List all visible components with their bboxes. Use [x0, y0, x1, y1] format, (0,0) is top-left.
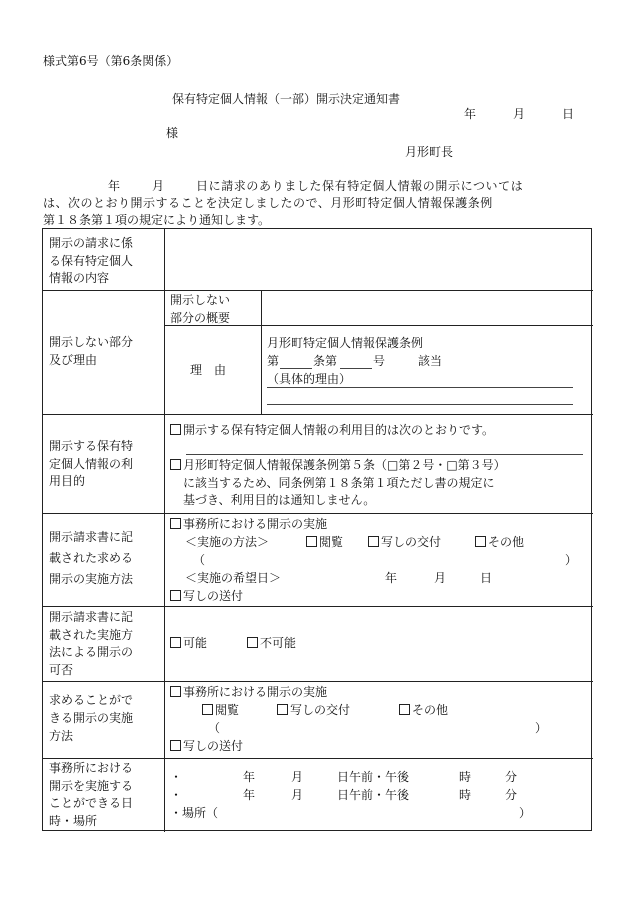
method-other[interactable]: その他 [475, 534, 524, 552]
intro-line2: は、次のとおり開示することを決定しましたので、月形町特定個人情報保護条例 [43, 196, 493, 210]
reason-label: 理 由 [190, 363, 227, 377]
disclosure-table [42, 228, 592, 831]
intro-month: 月 [152, 179, 165, 193]
possible-paren-close: ） [535, 721, 548, 735]
feasible-option[interactable]: 可能 [170, 635, 207, 653]
possible-view[interactable]: 閲覧 [202, 702, 239, 720]
preferred-day: 日 [480, 571, 493, 585]
checkbox[interactable] [368, 536, 379, 547]
form-number: 様式第6号（第6条関係） [43, 54, 179, 68]
datetime1-minute: 分 [505, 770, 518, 784]
possible-other[interactable]: その他 [399, 702, 448, 720]
row-request-content-label: 開示の請求に係 る保有特定個人 情報の内容 [49, 236, 134, 285]
row-possible-method-label: 求めることがで きる開示の実施 方法 [49, 693, 134, 743]
datetime1-year: 年 [243, 770, 256, 784]
requested-mail-option[interactable]: 写しの送付 [170, 588, 243, 606]
purpose-option-not-notify[interactable]: 月形町特定個人情報保護条例第５条（□第２号・□第３号） に該当するため、同条例第１８条第１項ただし書の規定に 基づき、利用目的は通知しません。 [170, 457, 506, 510]
row-nondisclosure-label: 開示しない部分 及び理由 [49, 335, 134, 367]
reason-specific: （具体的理由） [267, 372, 352, 386]
checkbox[interactable] [306, 536, 317, 547]
document-title: 保有特定個人情報（一部）開示決定通知書 [172, 92, 401, 106]
infeasible-option[interactable]: 不可能 [247, 635, 296, 653]
checkbox[interactable] [247, 637, 258, 648]
checkbox[interactable] [170, 459, 181, 470]
date-month: 月 [513, 107, 526, 121]
row-datetime-place-label: 事務所における 開示を実施する ことができる日 時・場所 [49, 761, 134, 828]
intro-year: 年 [108, 179, 121, 193]
checkbox[interactable] [475, 536, 486, 547]
datetime2-year: 年 [243, 788, 256, 802]
row-requested-method-label: 開示請求書に記 載された求める 開示の実施方法 [49, 530, 134, 586]
place-label: ・場所（ [170, 806, 219, 820]
datetime2-month: 月 [291, 788, 304, 802]
intro-line1: 日に請求のありました保有特定個人情報の開示については [196, 179, 524, 193]
intro-line3: 第１８条第１項の規定により通知します。 [43, 213, 271, 227]
reason-line2-article: 条第 [313, 354, 338, 368]
date-year: 年 [464, 107, 477, 121]
checkbox[interactable] [202, 704, 213, 715]
datetime1-hour: 時 [459, 770, 472, 784]
addressee-suffix: 様 [166, 126, 179, 140]
reason-line2-applicable: 該当 [418, 354, 443, 368]
datetime2-minute: 分 [505, 788, 518, 802]
checkbox[interactable] [170, 686, 181, 697]
checkbox[interactable] [170, 637, 181, 648]
method-paren-close: ） [565, 553, 578, 567]
date-day: 日 [562, 107, 575, 121]
possible-paren-open: （ [208, 721, 221, 735]
method-view[interactable]: 閲覧 [306, 534, 343, 552]
row-purpose-label: 開示する保有特 定個人情報の利 用目的 [49, 439, 134, 488]
datetime2-day-ampm: 日午前・午後 [337, 788, 410, 802]
checkbox[interactable] [170, 590, 181, 601]
checkbox[interactable] [170, 740, 181, 751]
checkbox[interactable] [399, 704, 410, 715]
requested-office-option[interactable]: 事務所における開示の実施 [170, 516, 327, 534]
preferred-year: 年 [385, 571, 398, 585]
purpose-option-notify[interactable]: 開示する保有特定個人情報の利用目的は次のとおりです。 [170, 422, 494, 440]
datetime-bullet-2: ・ [170, 788, 183, 802]
issuer: 月形町長 [405, 145, 454, 159]
checkbox[interactable] [170, 424, 181, 435]
reason-line1: 月形町特定個人情報保護条例 [267, 336, 424, 350]
datetime2-hour: 時 [459, 788, 472, 802]
method-copy[interactable]: 写しの交付 [368, 534, 441, 552]
method-paren-open: （ [193, 553, 206, 567]
reason-line2-prefix: 第 [267, 354, 280, 368]
possible-office-option[interactable]: 事務所における開示の実施 [170, 684, 327, 702]
row-feasibility-label: 開示請求書に記 載された実施方 法による開示の 可否 [49, 610, 134, 677]
checkbox[interactable] [277, 704, 288, 715]
place-paren-close: ） [519, 806, 532, 820]
datetime-bullet-1: ・ [170, 770, 183, 784]
checkbox[interactable] [170, 518, 181, 529]
preferred-month: 月 [434, 571, 447, 585]
reason-line2-item: 号 [373, 354, 386, 368]
datetime1-month: 月 [291, 770, 304, 784]
possible-mail-option[interactable]: 写しの送付 [170, 738, 243, 756]
nondisclosure-summary-label: 開示しない 部分の概要 [170, 293, 231, 325]
preferred-date-label: ＜実施の希望日＞ [185, 571, 282, 585]
datetime1-day-ampm: 日午前・午後 [337, 770, 410, 784]
possible-copy[interactable]: 写しの交付 [277, 702, 350, 720]
method-label: ＜実施の方法＞ [185, 535, 270, 549]
